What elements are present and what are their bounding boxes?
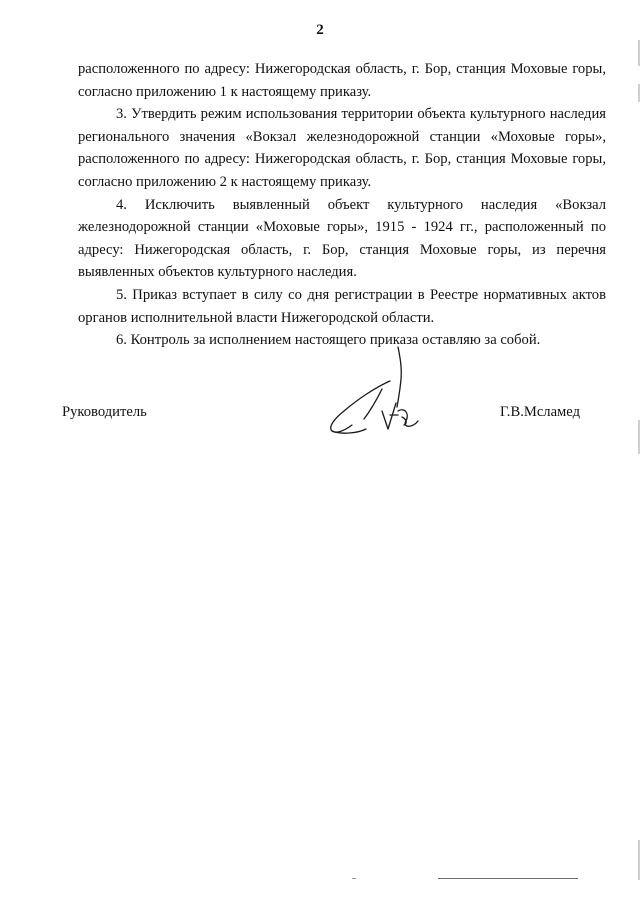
paragraph-item-6: 6. Контроль за исполнением настоящего приказа оставляю за собой. [116,332,541,349]
signer-position: Руководитель [62,404,147,420]
page-number: 2 [316,22,324,38]
document-body [78,58,606,352]
handwritten-signature [318,345,428,445]
signer-name: Г.В.Мсламед [500,404,580,420]
footer-rule [438,878,578,879]
paragraph-item-4: 4. Исключить выявленный объект культурного наследия «Вокзал железнодорожной станции «Моховые горы», 1915 - 1924 гг., расположенный по адресу: Нижегородская область, г. Бор, станция Моховые горы, из перечня выявленных объектов культурного наследия. [78,196,606,281]
paragraph-item-3: 3. Утвердить режим использования территории объекта культурного наследия регионального значения «Вокзал железнодорожной станции «Моховые горы», расположенного по адресу: Нижегородская область, г. Бор, станция Моховые горы, согласно приложению 2 к настоящему приказу. [78,106,606,190]
paragraph-continuation: расположенного по адресу: Нижегородская область, г. Бор, станция Моховые горы, согласно приложению 1 к настоящему приказу. [78,61,606,100]
paragraph-item-5: 5. Приказ вступает в силу со дня регистрации в Реестре нормативных актов органов исполнительной власти Нижегородской области. [78,286,606,326]
scan-artifact-line [352,878,356,879]
